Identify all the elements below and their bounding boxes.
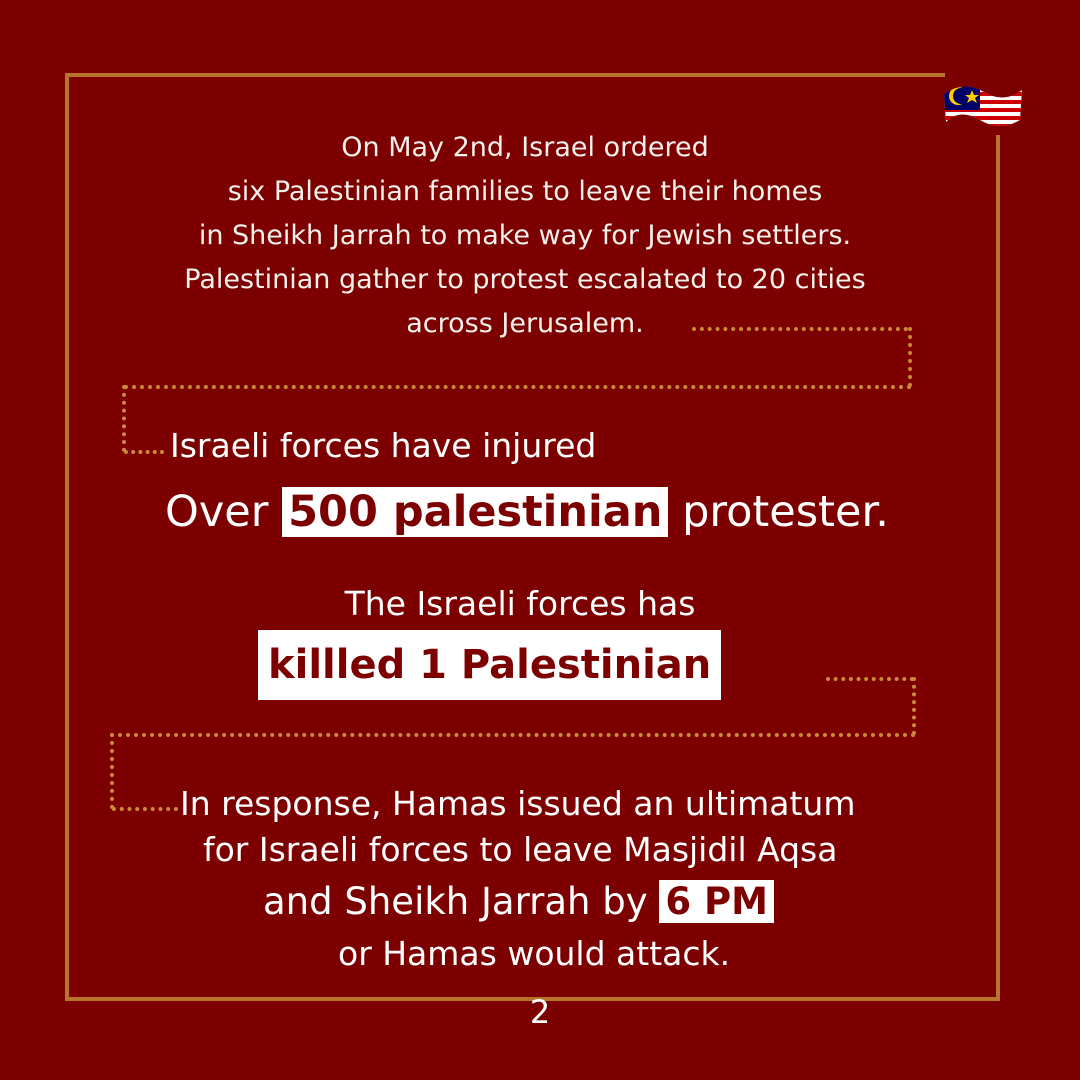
dotted-connector-middle-horizontal-1 xyxy=(124,385,912,389)
dotted-connector-left-tail-1 xyxy=(124,450,164,454)
dotted-connector-left-vertical-1 xyxy=(122,385,126,452)
intro-line-2: six Palestinian families to leave their homes xyxy=(227,176,823,207)
dotted-connector-left-vertical-2 xyxy=(110,733,114,809)
intro-line-5: across Jerusalem. xyxy=(406,308,644,339)
injured-prefix: Over xyxy=(165,487,269,537)
frame-top-border xyxy=(65,73,945,77)
killed-lead-text: The Israeli forces has xyxy=(344,584,696,623)
deadline-highlight: 6 PM xyxy=(659,880,774,923)
injured-lead-text: Israeli forces have injured xyxy=(170,426,597,465)
response-line-2: for Israeli forces to leave Masjidil Aqsa xyxy=(203,830,838,869)
killed-highlight: killled 1 Palestinian xyxy=(258,630,721,700)
injured-headline xyxy=(165,482,889,542)
response-line-3 xyxy=(263,874,774,930)
dotted-connector-right-vertical-2 xyxy=(912,677,916,735)
response-line-3-prefix: and Sheikh Jarrah by xyxy=(263,880,648,923)
dotted-connector-top-right xyxy=(692,327,908,331)
intro-line-1: On May 2nd, Israel ordered xyxy=(341,132,709,163)
dotted-connector-mid-right xyxy=(826,677,914,681)
response-line-1: In response, Hamas issued an ultimatum xyxy=(180,784,856,823)
intro-paragraph xyxy=(150,126,900,346)
frame-left-border xyxy=(65,73,69,1001)
response-line-4: or Hamas would attack. xyxy=(338,934,731,973)
injured-suffix: protester. xyxy=(682,487,889,537)
malaysia-flag-icon xyxy=(940,80,1024,136)
injured-highlight: 500 palestinian xyxy=(282,487,668,537)
page-number: 2 xyxy=(529,993,551,1031)
dotted-connector-right-vertical-1 xyxy=(908,327,912,387)
frame-right-border xyxy=(996,135,1000,1001)
intro-line-4: Palestinian gather to protest escalated to 20 cities xyxy=(184,264,866,295)
dotted-connector-middle-horizontal-2 xyxy=(110,733,916,737)
dotted-connector-left-tail-2 xyxy=(112,807,178,811)
intro-line-3: in Sheikh Jarrah to make way for Jewish settlers. xyxy=(198,220,852,251)
killed-headline xyxy=(258,630,721,700)
